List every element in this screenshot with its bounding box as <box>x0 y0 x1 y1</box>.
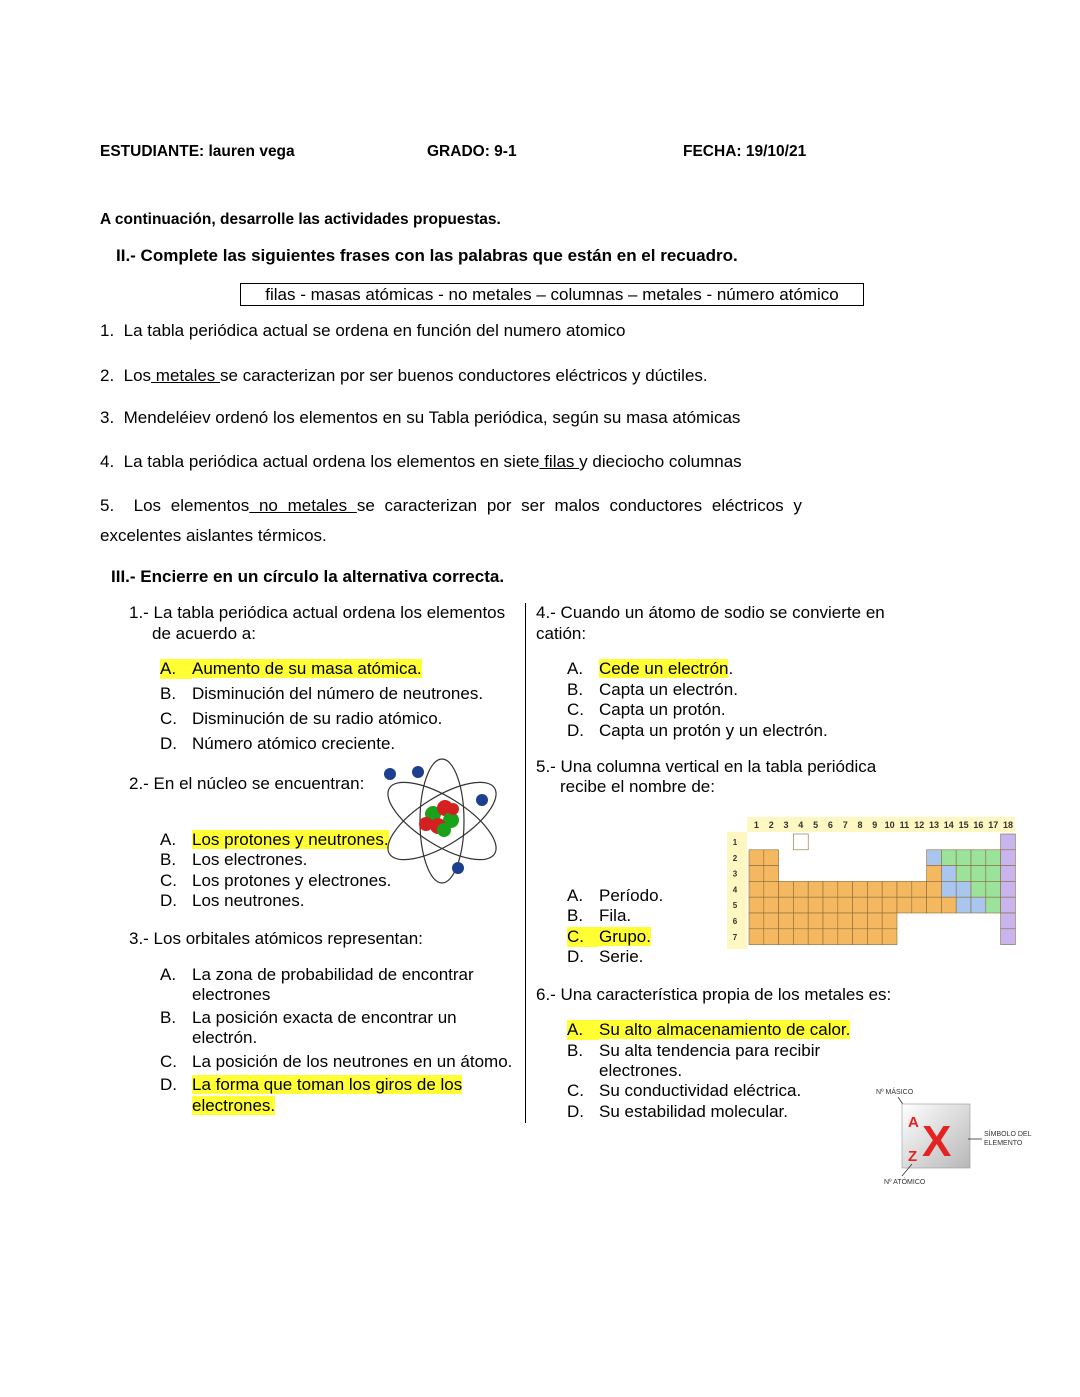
period-number: 1 <box>732 838 738 847</box>
element-cell <box>956 850 971 866</box>
q4-option-d[interactable]: D. Capta un protón y un electrón. <box>567 721 828 740</box>
sentence-5: 5. Los elementos no metales se caracterizan por ser malos conductores eléctricos y <box>100 496 802 515</box>
q3-option-b-line2: electrón. <box>192 1028 258 1047</box>
element-cell <box>1001 834 1016 850</box>
group-number: 17 <box>988 820 999 830</box>
element-cell <box>986 897 1001 913</box>
section3-title: III.- Encierre en un círculo la alternativa correcta. <box>111 567 505 586</box>
element-cell <box>897 897 912 913</box>
group-number: 5 <box>813 820 819 830</box>
group-number: 3 <box>783 820 789 830</box>
q5-option-d[interactable]: D. Serie. <box>567 947 644 966</box>
q4-option-a[interactable]: A. Cede un electrón. <box>567 659 734 678</box>
q1-option-c[interactable]: C. Disminución de su radio atómico. <box>160 709 443 728</box>
element-cell <box>838 881 853 897</box>
element-cell <box>779 913 794 929</box>
q1-option-d[interactable]: D. Número atómico creciente. <box>160 734 396 753</box>
letter-a: A <box>908 1114 919 1131</box>
element-cell <box>1001 913 1016 929</box>
element-cell <box>853 929 868 945</box>
q2-line1: 2.- En el núcleo se encuentran: <box>129 774 365 793</box>
element-cell <box>927 897 942 913</box>
q4-line1: 4.- Cuando un átomo de sodio se convierte en <box>536 603 885 622</box>
element-cell <box>1001 897 1016 913</box>
element-cell <box>838 929 853 945</box>
element-cell <box>853 897 868 913</box>
nucleus-icon <box>419 800 459 837</box>
q3-option-a[interactable]: A. La zona de probabilidad de encontrar <box>160 965 474 984</box>
period-number: 3 <box>732 869 738 879</box>
element-cell <box>764 897 779 913</box>
group-number: 16 <box>973 820 984 830</box>
element-cell <box>912 897 927 913</box>
group-number: 10 <box>884 820 895 830</box>
periodic-table-illustration <box>727 817 1017 949</box>
element-cell <box>882 913 897 929</box>
q6-option-b[interactable]: B. Su alta tendencia para recibir <box>567 1041 821 1060</box>
q1-option-b[interactable]: B. Disminución del número de neutrones. <box>160 684 484 703</box>
element-cell <box>956 866 971 882</box>
element-cell <box>1001 929 1016 945</box>
element-cell <box>941 897 956 913</box>
element-cell <box>927 881 942 897</box>
q5-line2: recibe el nombre de: <box>560 777 715 796</box>
element-cell <box>867 929 882 945</box>
element-cell <box>779 929 794 945</box>
sentence-3: 3. Mendeléiev ordenó los elementos en su Tabla periódica, según su masa atómicas <box>100 408 741 427</box>
q6-option-d[interactable]: D. Su estabilidad molecular. <box>567 1102 789 1121</box>
q1-line1: 1.- La tabla periódica actual ordena los elementos <box>129 603 506 622</box>
group-number: 14 <box>943 820 954 830</box>
element-cell <box>956 897 971 913</box>
element-cell <box>867 881 882 897</box>
group-number: 7 <box>842 820 848 830</box>
element-cell <box>764 866 779 882</box>
group-number: 4 <box>798 820 804 830</box>
q2-option-d[interactable]: D. Los neutrones. <box>160 891 305 910</box>
element-cell <box>897 881 912 897</box>
q6-option-a[interactable]: A. Su alto almacenamiento de calor. <box>567 1020 851 1039</box>
element-cell <box>838 913 853 929</box>
element-cell <box>823 913 838 929</box>
element-cell <box>808 913 823 929</box>
group-number: 13 <box>928 820 940 830</box>
sentence-1: 1. La tabla periódica actual se ordena en función del numero atomico <box>100 321 626 340</box>
group-number: 2 <box>768 820 774 830</box>
atomic-number-label: Nº ATÓMICO <box>884 1179 926 1186</box>
group-number: 15 <box>958 820 969 830</box>
period-number: 6 <box>732 917 738 926</box>
element-cell <box>971 897 986 913</box>
element-cell <box>823 929 838 945</box>
mass-number-label: Nº MÁSICO <box>876 1089 914 1096</box>
element-cell <box>793 929 808 945</box>
element-cell <box>764 913 779 929</box>
element-cell <box>764 929 779 945</box>
symbol-label-line2: ELEMENTO <box>984 1140 1023 1147</box>
answer-5: no metales <box>249 496 357 515</box>
q4-option-b[interactable]: B. Capta un electrón. <box>567 680 738 699</box>
q5-line1: 5.- Una columna vertical en la tabla periódica <box>536 757 877 776</box>
element-cell <box>941 881 956 897</box>
element-cell <box>749 881 764 897</box>
answer-1: función del numero atomico <box>411 321 626 340</box>
q4-option-c[interactable]: C. Capta un protón. <box>567 700 726 719</box>
element-cell <box>927 866 942 882</box>
q3-option-d[interactable]: D. La forma que toman los giros de los <box>160 1075 463 1094</box>
element-cell <box>749 850 764 866</box>
answer-2: metales <box>151 366 221 385</box>
period-number: 5 <box>732 901 738 911</box>
answer-4: filas <box>539 452 580 471</box>
element-cell <box>823 897 838 913</box>
sentence-4: 4. La tabla periódica actual ordena los elementos en siete filas y dieciocho columnas <box>100 452 742 471</box>
element-cell <box>1001 881 1016 897</box>
element-cell <box>779 897 794 913</box>
element-cell <box>808 929 823 945</box>
element-cell <box>793 834 808 850</box>
q4-line2: catión: <box>536 624 587 643</box>
sentence-2: 2. Los metales se caracterizan por ser buenos conductores eléctricos y dúctiles. <box>100 366 708 385</box>
letter-z: Z <box>908 1148 918 1165</box>
element-cell <box>1001 866 1016 882</box>
column-divider <box>525 603 526 1123</box>
element-cell <box>882 929 897 945</box>
group-number: 1 <box>753 820 759 830</box>
q1-option-a[interactable]: A. Aumento de su masa atómica. <box>160 659 422 678</box>
q2-option-b[interactable]: B. Los electrones. <box>160 850 308 869</box>
element-cell <box>764 850 779 866</box>
q6-option-b-line2: electrones. <box>599 1061 683 1080</box>
atom-illustration <box>378 750 512 892</box>
q2-option-c[interactable]: C. Los protones y electrones. <box>160 871 392 890</box>
element-cell <box>749 913 764 929</box>
element-cell <box>853 881 868 897</box>
answer-3: masa atómicas <box>621 408 741 427</box>
group-number: 8 <box>857 820 863 830</box>
q5-option-c[interactable]: C. Grupo. <box>567 927 651 946</box>
period-number: 2 <box>732 853 738 863</box>
element-cell <box>793 897 808 913</box>
element-cell <box>986 881 1001 897</box>
group-number: 11 <box>899 820 910 830</box>
group-number: 18 <box>1002 820 1014 830</box>
element-cell <box>808 897 823 913</box>
letter-x: X <box>922 1117 952 1166</box>
q3-option-c[interactable]: C. La posición de los neutrones en un átomo. <box>160 1052 513 1071</box>
q6-option-c[interactable]: C. Su conductividad eléctrica. <box>567 1081 802 1100</box>
section2-title: II.- Complete las siguientes frases con las palabras que están en el recuadro. <box>116 246 738 265</box>
element-cell <box>838 897 853 913</box>
q1-line2: de acuerdo a: <box>152 624 256 643</box>
word-box: filas - masas atómicas - no metales – columnas – metales - número atómico <box>240 283 864 306</box>
q3-line1: 3.- Los orbitales atómicos representan: <box>129 929 423 948</box>
date: FECHA: 19/10/21 <box>683 143 807 160</box>
student-name: ESTUDIANTE: lauren vega <box>100 143 295 160</box>
element-cell <box>749 866 764 882</box>
element-cell <box>779 881 794 897</box>
element-cell <box>941 850 956 866</box>
element-cell <box>823 881 838 897</box>
q3-option-d-line2: electrones. <box>192 1096 276 1115</box>
element-symbol-illustration <box>868 1082 1040 1192</box>
q6-line1: 6.- Una característica propia de los metales es: <box>536 985 892 1004</box>
element-cell <box>971 850 986 866</box>
group-number: 6 <box>827 820 833 830</box>
element-cell <box>867 913 882 929</box>
element-cell <box>927 850 942 866</box>
element-cell <box>793 913 808 929</box>
intro-text: A continuación, desarrolle las actividades propuestas. <box>100 211 501 228</box>
element-cell <box>956 881 971 897</box>
element-cell <box>764 881 779 897</box>
grade: GRADO: 9-1 <box>427 143 517 160</box>
element-cell <box>986 866 1001 882</box>
period-number: 7 <box>732 932 738 942</box>
element-cell <box>912 881 927 897</box>
symbol-label-line1: SÍMBOLO DEL <box>984 1131 1032 1138</box>
q3-option-a-line2: electrones <box>192 985 271 1004</box>
element-cell <box>1001 850 1016 866</box>
element-cell <box>808 881 823 897</box>
q3-option-b[interactable]: B. La posición exacta de encontrar un <box>160 1008 457 1027</box>
element-cell <box>986 850 1001 866</box>
element-cell <box>971 866 986 882</box>
element-cell <box>793 881 808 897</box>
q2-option-a[interactable]: A. Los protones y neutrones. <box>160 830 389 849</box>
element-cell <box>853 913 868 929</box>
element-cell <box>749 897 764 913</box>
element-cell <box>882 881 897 897</box>
element-cell <box>882 897 897 913</box>
element-cell <box>971 881 986 897</box>
group-number: 9 <box>872 820 878 830</box>
sentence-5-line2: excelentes aislantes térmicos. <box>100 526 327 545</box>
element-cell <box>867 897 882 913</box>
element-cell <box>749 929 764 945</box>
q5-option-b[interactable]: B. Fila. <box>567 906 632 925</box>
group-number: 12 <box>914 820 925 830</box>
element-cell <box>941 866 956 882</box>
q5-option-a[interactable]: A. Períodо. <box>567 886 664 905</box>
period-number: 4 <box>732 885 738 895</box>
